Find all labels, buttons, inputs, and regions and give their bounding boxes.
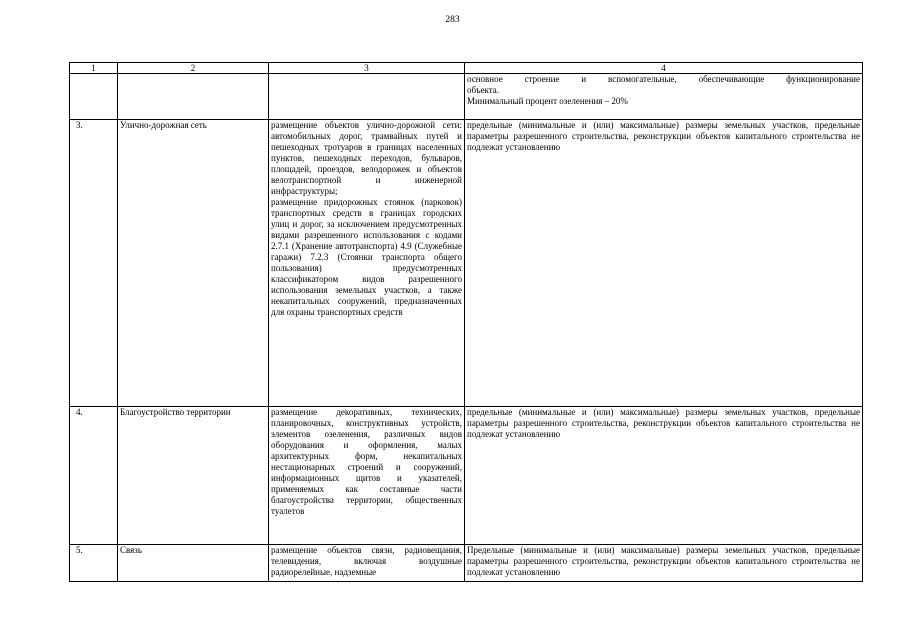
header-col-3: 3	[269, 63, 465, 74]
row-name: Связь	[118, 545, 269, 582]
page-number: 283	[445, 15, 460, 25]
header-col-1: 1	[70, 63, 118, 74]
row-number: 5.	[70, 545, 118, 582]
continuation-line: Минимальный процент озеленения – 20%	[467, 96, 628, 106]
continuation-line: основное строение и вспомогательные, обеспечивающие функционирование	[467, 74, 860, 84]
table-row	[70, 120, 863, 407]
table-row	[70, 545, 863, 582]
row-description: размещение декоративных, технических, планировочных, конструктивных устройств, элементов озеленения, различных видов оборудования и оформления, малых архитектурных форм, некапитальных нестационарных строений и сооружений, информационных щитов и указателей, применяемых как составные части благоустройства территории, общественных туалетов	[269, 407, 465, 545]
document-table	[69, 62, 863, 582]
row-number: 4.	[70, 407, 118, 545]
continuation-col-3	[269, 74, 465, 120]
continuation-col-1	[70, 74, 118, 120]
row-description: размещение объектов связи, радиовещания, телевидения, включая воздушные радиорелейные, надземные	[269, 545, 465, 582]
table-row	[70, 407, 863, 545]
row-parameters: Предельные (минимальные и (или) максимальные) размеры земельных участков, предельные параметры разрешенного строительства, реконструкции объектов капитального строительства не подлежат установлению	[465, 545, 863, 582]
row-number: 3.	[70, 120, 118, 407]
row-name: Улично-дорожная сеть	[118, 120, 269, 407]
row-description: размещение объектов улично-дорожной сети: автомобильных дорог, трамвайных путей и пешеходных тротуаров в границах населенных пунктов, пешеходных переходов, бульваров, площадей, проездов, велодорожек и объектов велотранспортной и инженерной инфраструктуры; размещение придорожных стоянок (парковок) транспортных средств в границах городских улиц и дорог, за исключением предусмотренных видами разрешенного использования с кодами 2.7.1 (Хранение автотранспорта) 4.9 (Служебные гаражи) 7.2.3 (Стоянки транспорта общего пользования) предусмотренных классификатором видов разрешенного использования земельных участков, а также некапитальных сооружений, предназначенных для охраны транспортных средств	[269, 120, 465, 407]
row-parameters: предельные (минимальные и (или) максимальные) размеры земельных участков, предельные параметры разрешенного строительства, реконструкции объектов капитального строительства не подлежат установлению	[465, 120, 863, 407]
row-name: Благоустройство территории	[118, 407, 269, 545]
row-parameters: предельные (минимальные и (или) максимальные) размеры земельных участков, предельные параметры разрешенного строительства, реконструкции объектов капитального строительства не подлежат установлению	[465, 407, 863, 545]
table-header-row	[70, 63, 863, 74]
continuation-line: объекта.	[467, 85, 500, 95]
continuation-col-4	[465, 74, 863, 120]
continuation-col-2	[118, 74, 269, 120]
table-row-continuation	[70, 74, 863, 120]
header-col-2: 2	[118, 63, 269, 74]
header-col-4: 4	[465, 63, 863, 74]
